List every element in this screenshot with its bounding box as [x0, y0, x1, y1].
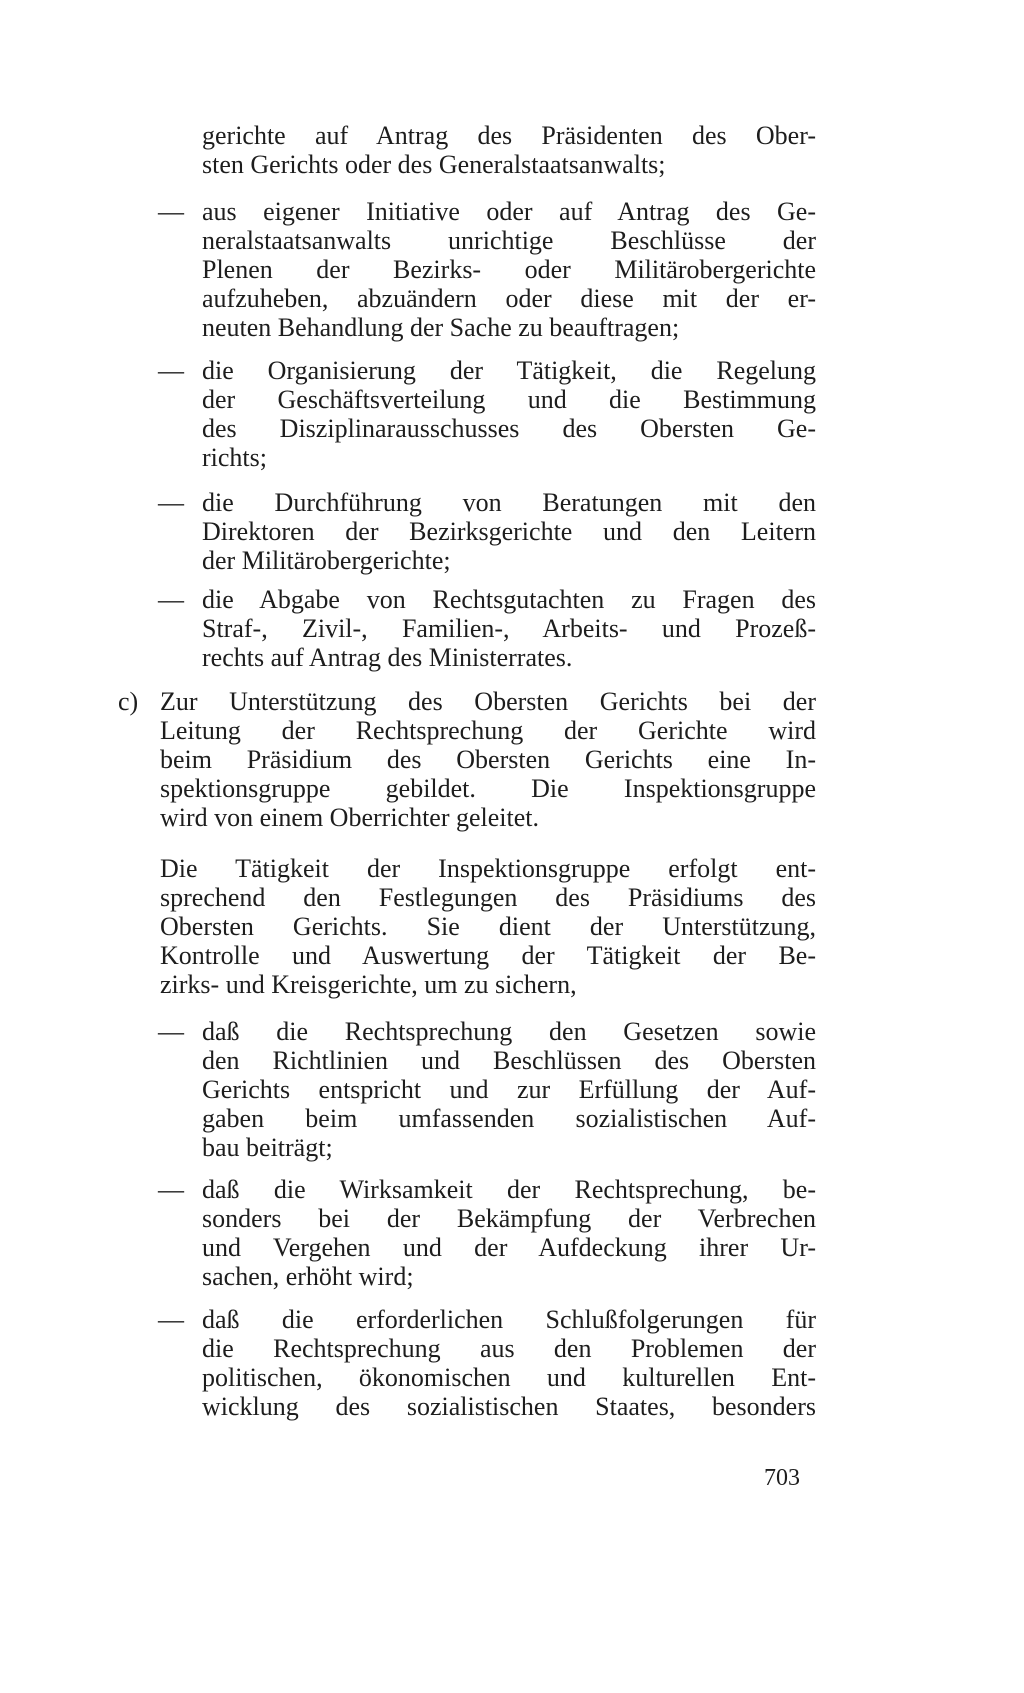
list-dash: —	[158, 197, 184, 226]
text-line: Straf-, Zivil-, Familien-, Arbeits- und Prozeß-	[202, 614, 816, 643]
text-line: wird von einem Oberrichter geleitet.	[160, 803, 540, 832]
section-marker: c)	[118, 687, 139, 716]
text-line: sonders bei der Bekämpfung der Verbrechen	[202, 1204, 816, 1233]
text-line: sten Gerichts oder des Generalstaatsanwalts;	[202, 150, 666, 179]
text-line: daß die Rechtsprechung den Gesetzen sowie	[202, 1017, 816, 1046]
text-line: spektionsgruppe gebildet. Die Inspektionsgruppe	[160, 774, 816, 803]
page-number: 703	[764, 1465, 800, 1491]
list-item	[202, 488, 816, 575]
text-line: Zur Unterstützung des Obersten Gerichts bei der	[160, 687, 816, 716]
list-item	[202, 585, 816, 672]
intro-paragraph	[202, 121, 816, 179]
text-line: die Rechtsprechung aus den Problemen der	[202, 1334, 816, 1363]
section-c-paragraph	[160, 687, 816, 832]
text-line: richts;	[202, 443, 267, 472]
text-line: daß die Wirksamkeit der Rechtsprechung, be-	[202, 1175, 816, 1204]
text-line: Obersten Gerichts. Sie dient der Unterstützung,	[160, 912, 816, 941]
text-line: des Disziplinarausschusses des Obersten Ge-	[202, 414, 816, 443]
text-line: sachen, erhöht wird;	[202, 1262, 414, 1291]
text-line: Leitung der Rechtsprechung der Gerichte wird	[160, 716, 816, 745]
list-dash: —	[158, 356, 184, 385]
text-line: den Richtlinien und Beschlüssen des Obersten	[202, 1046, 816, 1075]
list-item	[202, 1175, 816, 1291]
text-line: aus eigener Initiative oder auf Antrag des Ge-	[202, 197, 816, 226]
list-dash: —	[158, 488, 184, 517]
text-line: die Abgabe von Rechtsgutachten zu Fragen des	[202, 585, 816, 614]
text-line: aufzuheben, abzuändern oder diese mit der er-	[202, 284, 816, 313]
text-line: Kontrolle und Auswertung der Tätigkeit der Be-	[160, 941, 816, 970]
text-line: politischen, ökonomischen und kulturellen Ent-	[202, 1363, 816, 1392]
text-line: Direktoren der Bezirksgerichte und den Leitern	[202, 517, 816, 546]
text-line: daß die erforderlichen Schlußfolgerungen für	[202, 1305, 816, 1334]
text-line: neuten Behandlung der Sache zu beauftragen;	[202, 313, 680, 342]
text-line: und Vergehen und der Aufdeckung ihrer Ur-	[202, 1233, 816, 1262]
text-line: bau beiträgt;	[202, 1133, 333, 1162]
list-dash: —	[158, 1017, 184, 1046]
list-dash: —	[158, 1305, 184, 1334]
text-line: Die Tätigkeit der Inspektionsgruppe erfolgt ent-	[160, 854, 816, 883]
text-line: sprechend den Festlegungen des Präsidiums des	[160, 883, 816, 912]
list-item	[202, 1017, 816, 1162]
inspection-paragraph	[160, 854, 816, 999]
list-item	[202, 197, 816, 342]
text-line: Plenen der Bezirks- oder Militärobergerichte	[202, 255, 816, 284]
text-line: Gerichts entspricht und zur Erfüllung der Auf-	[202, 1075, 816, 1104]
text-line: neralstaatsanwalts unrichtige Beschlüsse der	[202, 226, 816, 255]
text-line: wicklung des sozialistischen Staates, besonders	[202, 1392, 816, 1421]
list-dash: —	[158, 1175, 184, 1204]
text-line: die Organisierung der Tätigkeit, die Regelung	[202, 356, 816, 385]
text-line: gerichte auf Antrag des Präsidenten des Ober-	[202, 121, 816, 150]
text-line: zirks- und Kreisgerichte, um zu sichern,	[160, 970, 577, 999]
text-line: beim Präsidium des Obersten Gerichts eine In-	[160, 745, 816, 774]
text-line: die Durchführung von Beratungen mit den	[202, 488, 816, 517]
text-line: rechts auf Antrag des Ministerrates.	[202, 643, 573, 672]
text-line: gaben beim umfassenden sozialistischen Auf-	[202, 1104, 816, 1133]
list-item	[202, 1305, 816, 1421]
text-line: der Militärobergerichte;	[202, 546, 451, 575]
text-line: der Geschäftsverteilung und die Bestimmung	[202, 385, 816, 414]
list-item	[202, 356, 816, 472]
list-dash: —	[158, 585, 184, 614]
